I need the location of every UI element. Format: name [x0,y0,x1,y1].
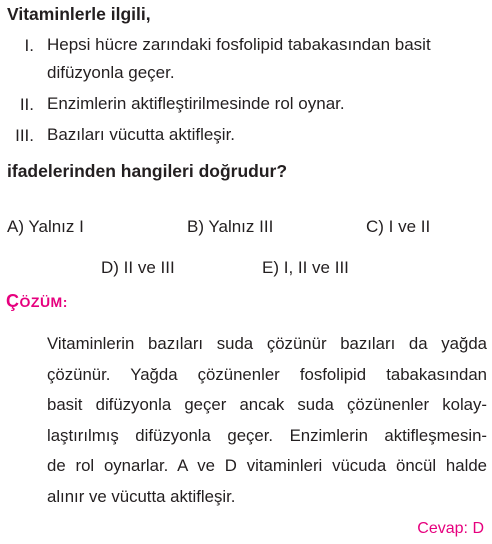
answer-label: Cevap: D [417,520,484,537]
option-c: C) I ve II [366,217,431,236]
option-e: E) I, II ve III [262,258,349,277]
statement-1-numeral: I. [24,36,34,55]
statement-3-numeral: III. [15,126,34,145]
solution-line: çözünür. Yağda çözünenler fosfolipid tabakasından [47,364,487,384]
option-a: A) Yalnız I [7,217,84,236]
statement-1-line-2: difüzyonla geçer. [47,63,175,82]
statement-3-line-1: Bazıları vücutta aktifleşir. [47,125,236,144]
solution-line: de rol oynarlar. A ve D vitaminleri vücuda öncül halde [47,456,487,475]
solution-line: basit difüzyonla geçer ancak suda çözünenler kolay- [47,395,487,414]
option-b: B) Yalnız III [187,217,274,236]
solution-line: Vitaminlerin bazıları suda çözünür bazıları da yağda [47,334,487,353]
solution-title-rest: ÖZÜM: [19,294,68,310]
statement-1-line-1: Hepsi hücre zarındaki fosfolipid tabakasından basit [47,35,431,54]
solution-body [47,329,487,512]
question-prompt: ifadelerinden hangileri doğrudur? [7,161,288,181]
solution-line: alınır ve vücutta aktifleşir. [47,486,236,506]
statement-2-line-1: Enzimlerin aktifleştirilmesinde rol oynar. [47,94,345,113]
solution-title-initial: Ç [6,291,20,311]
question-stem: Vitaminlerle ilgili, [7,4,151,24]
statement-2-numeral: II. [19,95,34,114]
solution-title [6,291,68,312]
solution-line: laştırılmış difüzyonla geçer. Enzimlerin aktifleşmesin- [47,425,487,445]
option-d: D) II ve III [101,258,175,277]
